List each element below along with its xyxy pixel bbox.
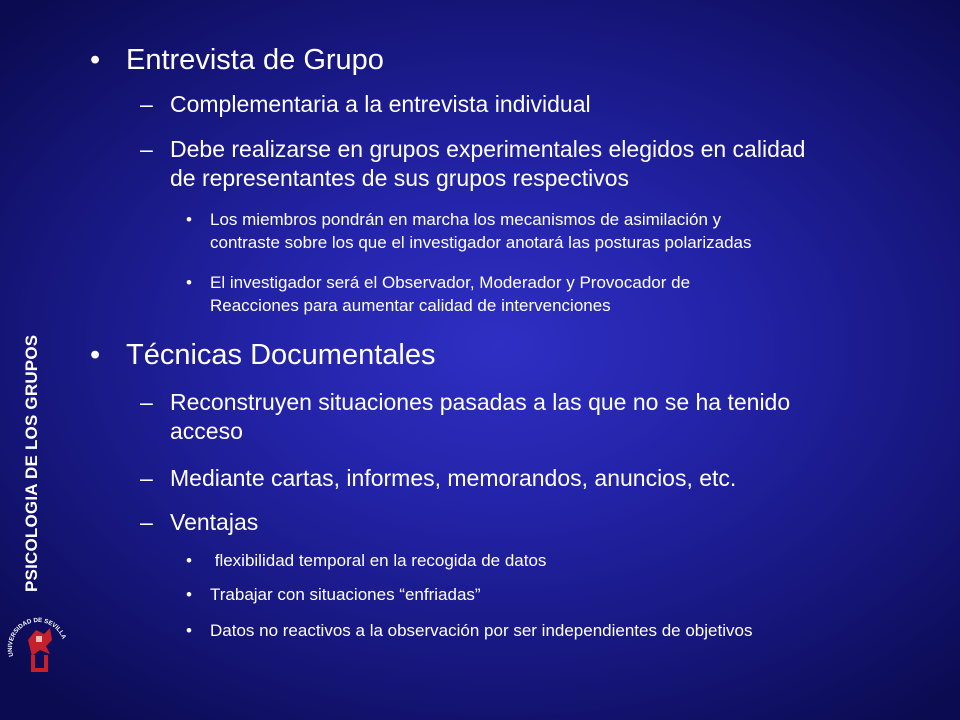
- bullet-mark: •: [186, 551, 192, 570]
- detail-bullet-investigador: [186, 271, 691, 317]
- sub-bullet-complementaria: [140, 90, 591, 119]
- sub-bullet-text-line-1: Reconstruyen situaciones pasadas a las que no se ha tenido: [170, 389, 791, 415]
- detail-text: Datos no reactivos a la observación por ser independientes de objetivos: [210, 621, 753, 640]
- detail-text-line-2: Reacciones para aumentar calidad de intervenciones: [210, 296, 611, 315]
- bullet-mark: •: [90, 44, 101, 76]
- detail-bullet-miembros: [186, 208, 752, 254]
- vertical-course-label: PSICOLOGIA DE LOS GRUPOS: [22, 334, 41, 592]
- sub-bullet-text: Ventajas: [170, 509, 259, 535]
- section-title: Entrevista de Grupo: [126, 44, 384, 76]
- sub-bullet-text: Mediante cartas, informes, memorandos, anuncios, etc.: [170, 465, 737, 491]
- detail-text-line-1: Los miembros pondrán en marcha los mecanismos de asimilación y: [210, 210, 722, 229]
- detail-text-line-1: El investigador será el Observador, Moderador y Provocador de: [210, 273, 691, 292]
- dash-mark: –: [140, 465, 153, 491]
- detail-text-line-2: contraste sobre los que el investigador anotará las posturas polarizadas: [210, 233, 752, 252]
- dash-mark: –: [140, 136, 153, 162]
- section-title: Técnicas Documentales: [126, 339, 436, 371]
- detail-bullet-no-reactivos: [186, 619, 753, 642]
- sub-bullet-mediante: [140, 464, 737, 493]
- sub-bullet-text-line-2: acceso: [170, 418, 243, 444]
- bullet-tecnicas-documentales: [90, 338, 436, 372]
- logo-ring-text: UNIVERSIDAD DE SEVILLA: [6, 616, 68, 658]
- sub-bullet-reconstruyen: [140, 388, 791, 446]
- detail-bullet-enfriadas: [186, 583, 481, 606]
- detail-bullet-flexibilidad: [186, 549, 547, 572]
- detail-text: Trabajar con situaciones “enfriadas”: [210, 585, 481, 604]
- sub-bullet-text-line-1: Debe realizarse en grupos experimentales elegidos en calidad: [170, 136, 806, 162]
- bullet-mark: •: [90, 339, 101, 371]
- dash-mark: –: [140, 389, 153, 415]
- bullet-mark: •: [186, 210, 192, 229]
- sub-bullet-text-line-2: de representantes de sus grupos respectivos: [170, 165, 629, 191]
- bullet-mark: •: [186, 585, 192, 604]
- sub-bullet-ventajas: [140, 508, 259, 537]
- sub-bullet-debe-realizarse: [140, 135, 806, 193]
- bullet-mark: •: [186, 621, 192, 640]
- detail-text: flexibilidad temporal en la recogida de datos: [210, 551, 547, 570]
- dash-mark: –: [140, 91, 153, 117]
- dash-mark: –: [140, 509, 153, 535]
- bullet-entrevista-de-grupo: [90, 43, 384, 77]
- sub-bullet-text: Complementaria a la entrevista individual: [170, 91, 591, 117]
- bullet-mark: •: [186, 273, 192, 292]
